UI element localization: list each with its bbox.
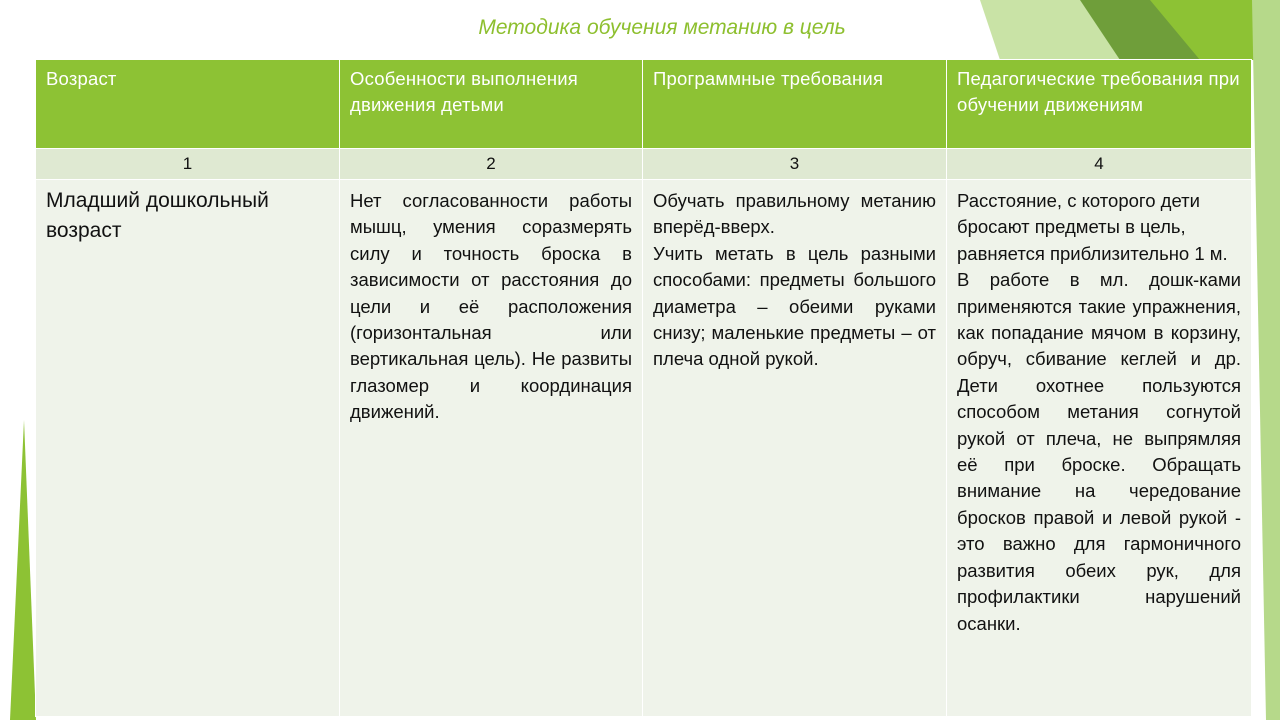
column-number: 3: [643, 149, 947, 180]
cell-age: Младший дошкольный возраст: [36, 180, 340, 717]
table-row: [36, 180, 1252, 717]
header-pedagogic: Педагогические требования при обучении движениям: [947, 60, 1252, 149]
pedagogic-paragraph: Расстояние, с которого дети бросают предметы в цель, равняется приблизительно 1 м.: [957, 190, 1228, 264]
header-features: Особенности выполнения движения детьми: [340, 60, 643, 149]
right-edge-leaf: [1252, 0, 1280, 720]
header-program: Программные требования: [643, 60, 947, 149]
column-number: 1: [36, 149, 340, 180]
cell-pedagogic: [947, 180, 1252, 717]
header-age: Возраст: [36, 60, 340, 149]
header-row: [36, 60, 1252, 149]
slide-title: Методика обучения метанию в цель: [478, 16, 846, 39]
cell-features: Нет согласованности работы мышц, умения соразмерять силу и точность броска в зависимости от расстояния до цели и её расположения (горизонтальная или вертикальная цель). Не развиты глазомер и координация движений.: [340, 180, 643, 717]
pedagogic-paragraph: В работе в мл. дошк-ками применяются такие упражнения, как попадание мячом в корзину, обруч, сбивание кеглей и др. Дети охотнее пользуются способом метания согнутой рукой от плеча, не выпрямляя её при броске. Обращать внимание на чередование бросков правой и левой рукой - это важно для гармоничного развития обеих рук, для профилактики нарушений осанки.: [957, 269, 1241, 634]
column-number: 4: [947, 149, 1252, 180]
column-number-row: [36, 149, 1252, 180]
methodology-table: [35, 59, 1252, 717]
cell-program: [643, 180, 947, 717]
program-paragraph: Учить метать в цель разными способами: предметы большого диаметра – обеими руками снизу; маленькие предметы – от плеча одной рукой.: [653, 242, 936, 370]
program-paragraph: Обучать правильному метанию вперёд-вверх.: [653, 190, 936, 238]
left-edge-leaf: [10, 420, 36, 720]
column-number: 2: [340, 149, 643, 180]
